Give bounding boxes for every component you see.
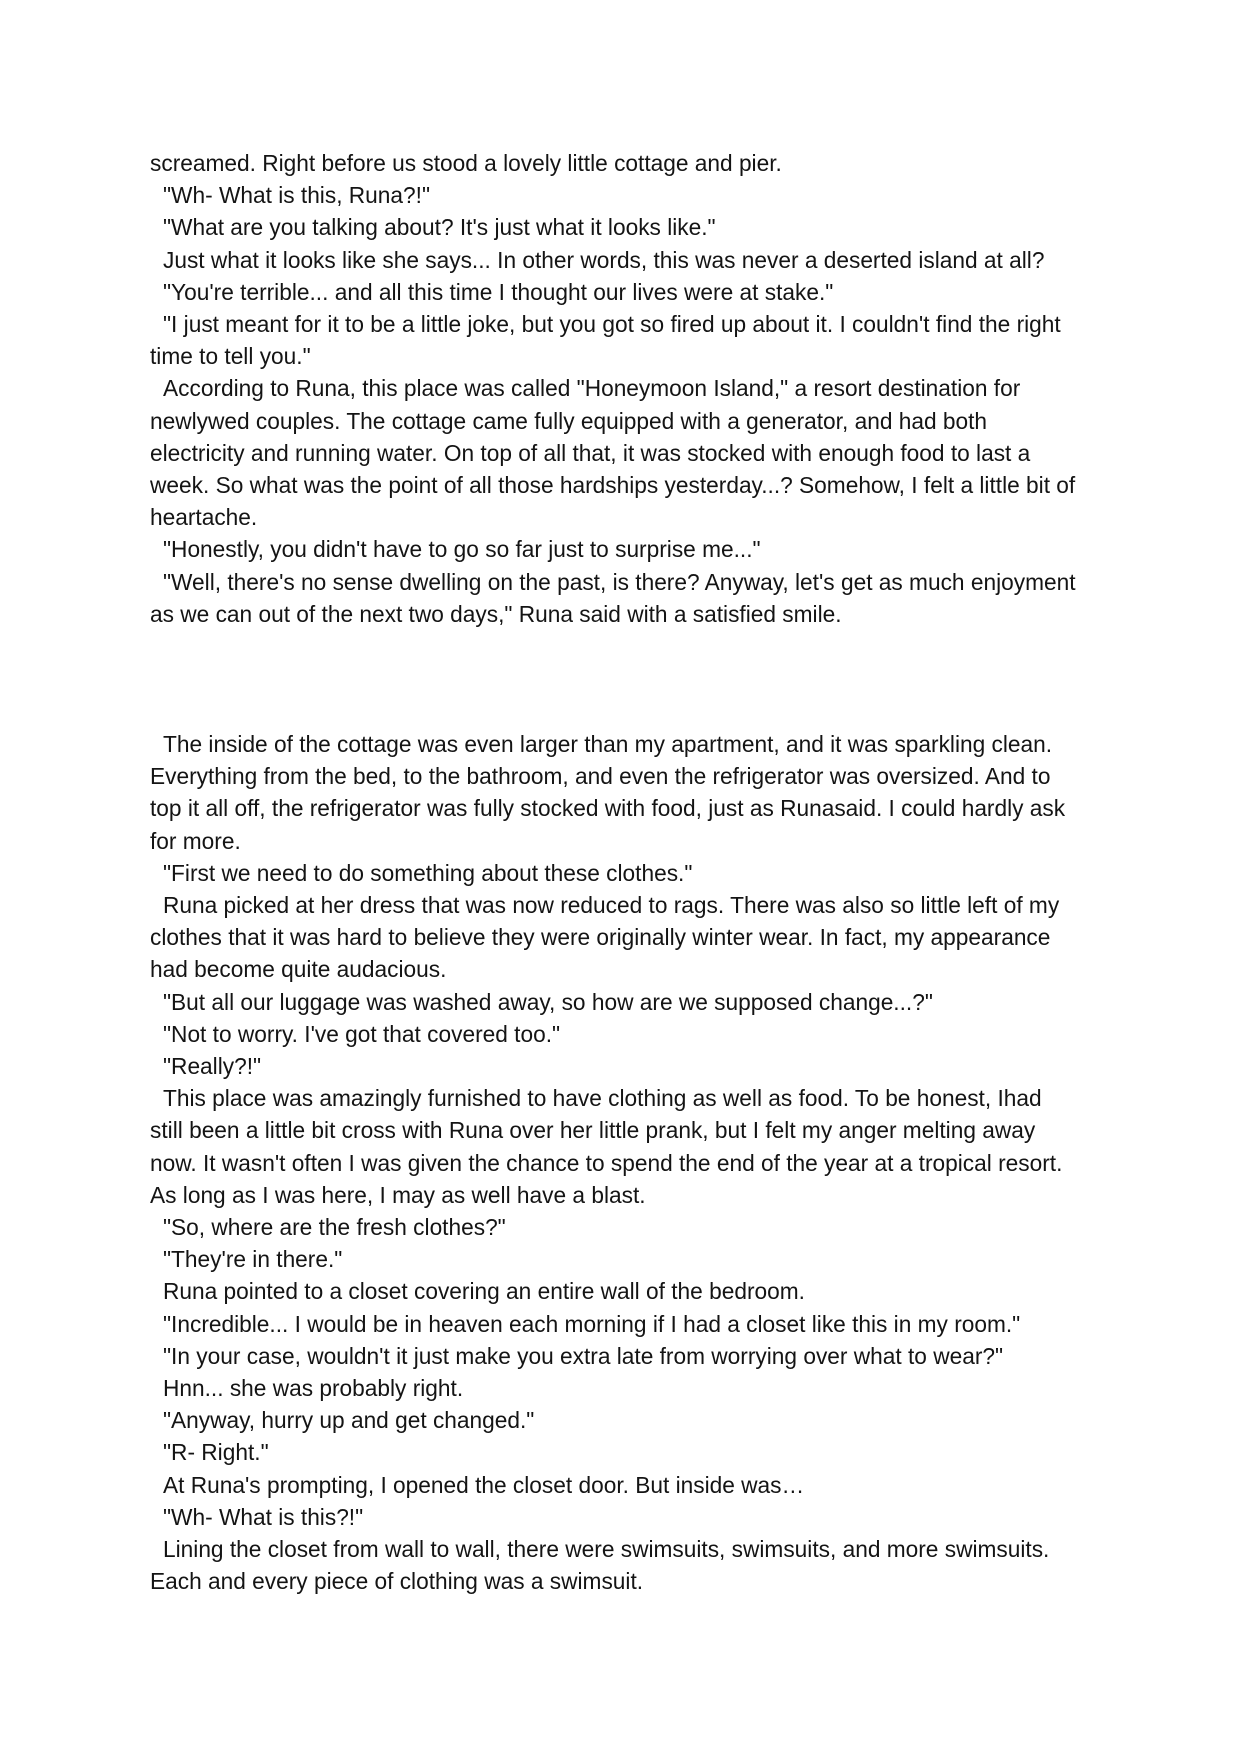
text-line: newlywed couples. The cottage came fully equipped with a generator, and had both (150, 407, 988, 434)
paragraph (150, 566, 1150, 630)
paragraph (150, 533, 1150, 565)
text-line: At Runa's prompting, I opened the closet door. But inside was… (163, 1471, 805, 1498)
text-line: "Honestly, you didn't have to go so far just to surprise me..." (163, 536, 761, 563)
text-line: "R- Right." (163, 1439, 269, 1466)
paragraph (150, 147, 1150, 179)
paragraph (150, 179, 1150, 211)
text-line: "Wh- What is this?!" (163, 1503, 364, 1530)
text-line: electricity and running water. On top of all that, it was stocked with enough food to last a (150, 439, 1031, 466)
paragraph (150, 1275, 1150, 1307)
paragraph (150, 857, 1150, 889)
text-line: top it all off, the refrigerator was fully stocked with food, just as Runasaid. I could hardly ask (150, 795, 1066, 822)
paragraph (150, 1501, 1150, 1533)
text-line: now. It wasn't often I was given the chance to spend the end of the year at a tropical resort. (150, 1149, 1063, 1176)
text-line: "What are you talking about? It's just what it looks like." (163, 214, 716, 241)
text-line: "They're in there." (163, 1246, 343, 1273)
text-section (150, 147, 1150, 630)
text-line: for more. (150, 827, 241, 854)
text-line: still been a little bit cross with Runa over her little prank, but I felt my anger melting away (150, 1117, 1036, 1144)
text-line: "Well, there's no sense dwelling on the past, is there? Anyway, let's get as much enjoyment (163, 568, 1076, 595)
text-line: time to tell you." (150, 343, 311, 370)
text-line: "I just meant for it to be a little joke, but you got so fired up about it. I couldn't find the right (163, 311, 1061, 338)
text-line: "In your case, wouldn't it just make you extra late from worrying over what to wear?" (163, 1342, 1004, 1369)
text-line: week. So what was the point of all those hardships yesterday...? Somehow, I felt a little bit of (150, 472, 1076, 499)
paragraph (150, 308, 1150, 372)
paragraph (150, 1436, 1150, 1468)
text-line: Lining the closet from wall to wall, there were swimsuits, swimsuits, and more swimsuits. (163, 1536, 1050, 1563)
paragraph (150, 1340, 1150, 1372)
paragraph (150, 1082, 1150, 1211)
text-line: According to Runa, this place was called "Honeymoon Island," a resort destination for (163, 375, 1021, 402)
paragraph (150, 244, 1150, 276)
text-line: "Incredible... I would be in heaven each morning if I had a closet like this in my room." (163, 1310, 1021, 1337)
text-line: Just what it looks like she says... In other words, this was never a deserted island at all? (163, 246, 1045, 273)
text-line: Runa pointed to a closet covering an entire wall of the bedroom. (163, 1278, 805, 1305)
text-line: screamed. Right before us stood a lovely little cottage and pier. (150, 150, 782, 176)
text-line: "But all our luggage was washed away, so how are we supposed change...?" (163, 988, 933, 1015)
text-line: Hnn... she was probably right. (163, 1375, 464, 1402)
paragraph (150, 728, 1150, 857)
text-line: as we can out of the next two days," Runa said with a satisfied smile. (150, 600, 842, 627)
paragraph (150, 986, 1150, 1018)
text-line: heartache. (150, 504, 258, 531)
text-line: had become quite audacious. (150, 956, 447, 983)
paragraph (150, 276, 1150, 308)
paragraph (150, 372, 1150, 533)
text-line: "So, where are the fresh clothes?" (163, 1214, 506, 1241)
paragraph (150, 1050, 1150, 1082)
text-line: Everything from the bed, to the bathroom, and even the refrigerator was oversized. And to (150, 763, 1051, 790)
text-line: "Not to worry. I've got that covered too." (163, 1020, 561, 1047)
paragraph (150, 1211, 1150, 1243)
paragraph (150, 1308, 1150, 1340)
text-line: As long as I was here, I may as well have a blast. (150, 1181, 646, 1208)
paragraph (150, 1243, 1150, 1275)
text-line: "You're terrible... and all this time I thought our lives were at stake." (163, 278, 834, 305)
paragraph (150, 889, 1150, 986)
text-line: Runa picked at her dress that was now reduced to rags. There was also so little left of my (163, 892, 1060, 919)
paragraph (150, 1533, 1150, 1597)
paragraph (150, 1372, 1150, 1404)
text-line: Each and every piece of clothing was a swimsuit. (150, 1568, 644, 1595)
text-line: "First we need to do something about these clothes." (163, 859, 693, 886)
text-line: "Wh- What is this, Runa?!" (163, 182, 431, 209)
text-line: clothes that it was hard to believe they were originally winter wear. In fact, my appearance (150, 924, 1051, 951)
text-line: "Anyway, hurry up and get changed." (163, 1407, 535, 1434)
text-line: "Really?!" (163, 1053, 262, 1080)
paragraph (150, 1404, 1150, 1436)
paragraph (150, 211, 1150, 243)
paragraph (150, 1469, 1150, 1501)
paragraph (150, 1018, 1150, 1050)
text-line: This place was amazingly furnished to have clothing as well as food. To be honest, Ihad (163, 1085, 1042, 1112)
text-section (150, 728, 1150, 1597)
text-line: The inside of the cottage was even larger than my apartment, and it was sparkling clean. (163, 731, 1053, 757)
